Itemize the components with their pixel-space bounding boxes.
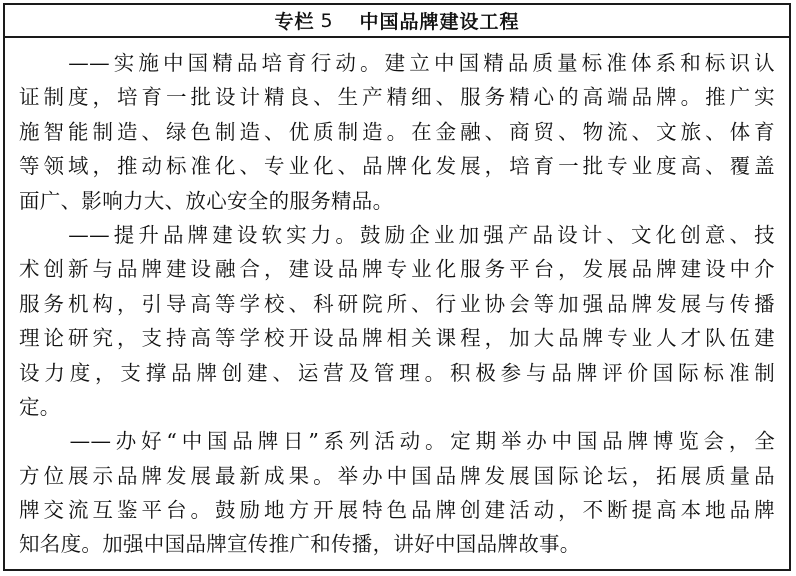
column-body [5, 38, 789, 562]
text-line: ——办好“中国品牌日”系列活动。定期举办中国品牌博览会，全 [19, 429, 775, 454]
column-title: 中国品牌建设工程 [359, 11, 520, 33]
text-line: 牌交流互鉴平台。鼓励地方开展特色品牌创建活动，不断提高本地品牌 [19, 498, 775, 523]
text-line: 面广、影响力大、放心安全的服务精品。 [19, 188, 394, 213]
text-line: ——实施中国精品培育行动。建立中国精品质量标准体系和标识认 [19, 51, 775, 75]
column-box [3, 3, 791, 571]
text-line: 设力度，支撑品牌创建、运营及管理。积极参与品牌评价国际标准制 [19, 360, 775, 385]
text-line: 术创新与品牌建设融合，建设品牌专业化服务平台，发展品牌建设中介 [19, 257, 775, 282]
text-line: 等领域，推动标准化、专业化、品牌化发展，培育一批专业度高、覆盖 [19, 154, 775, 179]
text-line: 施智能制造、绿色制造、优质制造。在金融、商贸、物流、文旅、体育 [19, 119, 775, 144]
column-label: 专栏 [274, 11, 315, 33]
text-line: ——提升品牌建设软实力。鼓励企业加强产品设计、文化创意、技 [19, 222, 775, 247]
text-line: 知名度。加强中国品牌宣传推广和传播，讲好中国品牌故事。 [19, 532, 581, 557]
text-line: 方位展示品牌发展最新成果。举办中国品牌发展国际论坛，拓展质量品 [19, 463, 775, 488]
text-line: 服务机构，引导高等学校、科研院所、行业协会等加强品牌发展与传播 [19, 291, 775, 316]
text-line: 定。 [19, 394, 61, 419]
text-line: 证制度，培育一批设计精良、生产精细、服务精心的高端品牌。推广实 [19, 85, 775, 110]
text-line: 理论研究，支持高等学校开设品牌相关课程，加大品牌专业人才队伍建 [19, 326, 775, 351]
column-title-bar [5, 5, 789, 38]
column-number: 5 [320, 9, 334, 32]
